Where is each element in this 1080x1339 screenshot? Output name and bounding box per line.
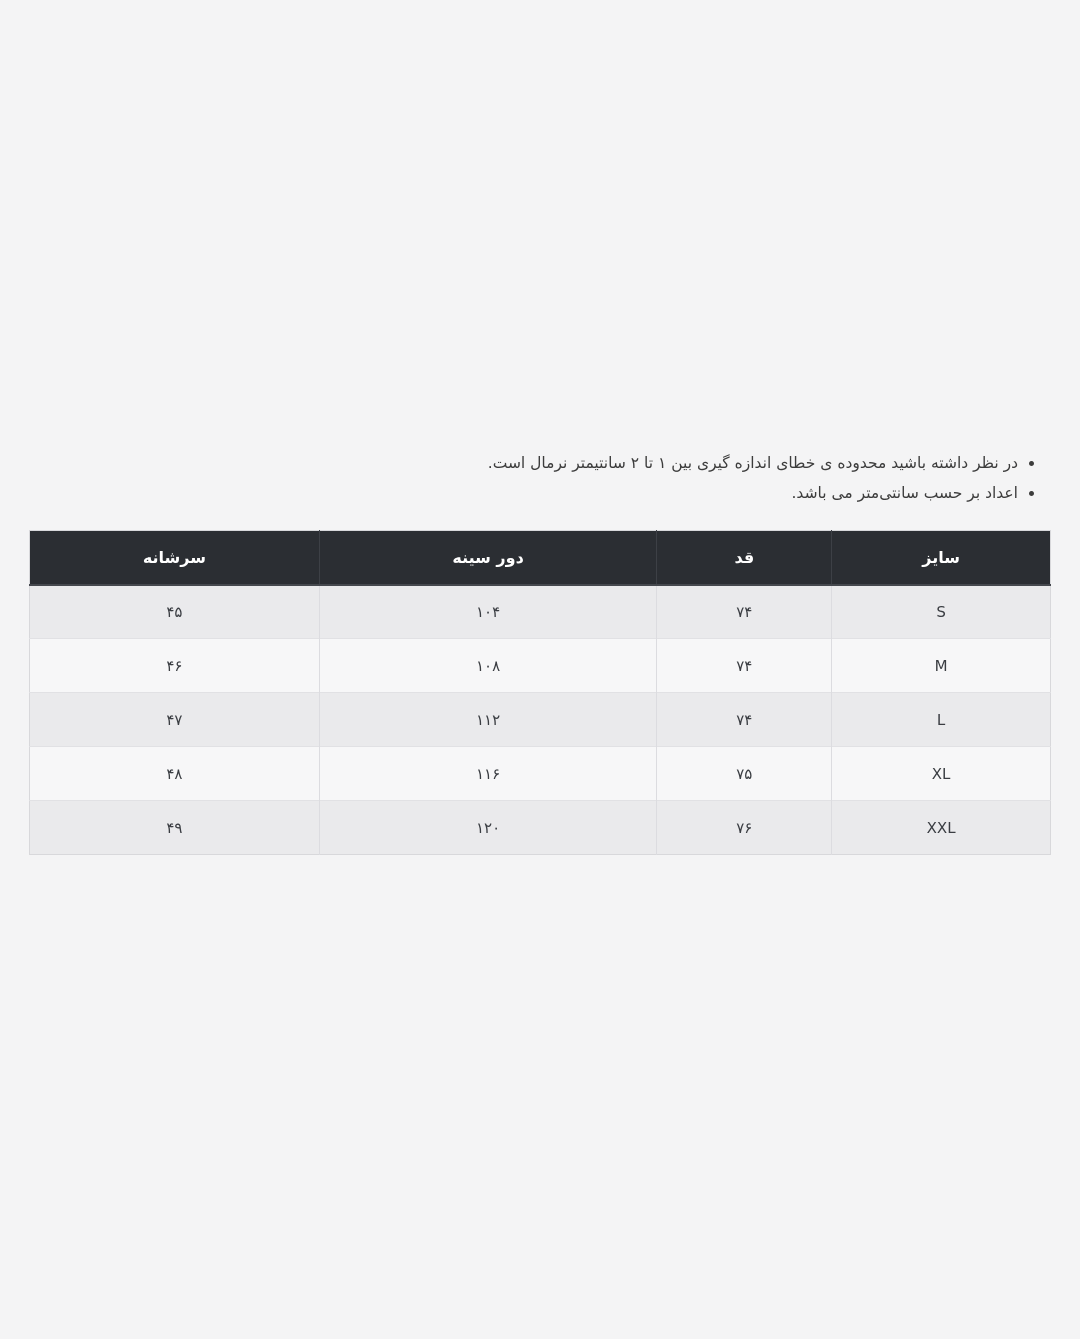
cell-length: ۷۵ [657, 747, 832, 801]
column-header-size: سایز [832, 531, 1051, 585]
cell-chest: ۱۲۰ [319, 801, 657, 855]
cell-chest: ۱۰۸ [319, 639, 657, 693]
table-row [30, 639, 1051, 693]
note-item: • اعداد بر حسب سانتی‌متر می باشد. [488, 478, 1018, 508]
measurement-notes-list [488, 448, 1036, 508]
cell-chest: ۱۱۲ [319, 693, 657, 747]
column-header-chest: دور سینه [319, 531, 657, 585]
column-header-shoulder: سرشانه [30, 531, 320, 585]
size-table-body [30, 585, 1051, 855]
table-row [30, 801, 1051, 855]
cell-chest: ۱۱۶ [319, 747, 657, 801]
cell-size: XL [931, 764, 951, 783]
cell-shoulder: ۴۷ [30, 693, 320, 747]
cell-size: XXL [926, 818, 956, 837]
table-row [30, 747, 1051, 801]
cell-shoulder: ۴۶ [30, 639, 320, 693]
cell-length: ۷۴ [657, 693, 832, 747]
cell-length: ۷۴ [657, 639, 832, 693]
size-chart-table [29, 530, 1051, 855]
table-row [30, 693, 1051, 747]
cell-shoulder: ۴۹ [30, 801, 320, 855]
cell-size: S [936, 602, 946, 621]
cell-chest: ۱۰۴ [319, 585, 657, 639]
cell-size: M [934, 656, 948, 675]
column-header-length: قد [657, 531, 832, 585]
cell-shoulder: ۴۵ [30, 585, 320, 639]
table-row [30, 585, 1051, 639]
cell-size: L [936, 710, 946, 729]
cell-shoulder: ۴۸ [30, 747, 320, 801]
cell-length: ۷۴ [657, 585, 832, 639]
header-row [30, 531, 1051, 585]
note-item: • در نظر داشته باشید محدوده ی خطای اندازه گیری بین ۱ تا ۲ سانتیمتر نرمال است. [488, 448, 1018, 478]
size-table-header [30, 531, 1051, 585]
cell-length: ۷۶ [657, 801, 832, 855]
